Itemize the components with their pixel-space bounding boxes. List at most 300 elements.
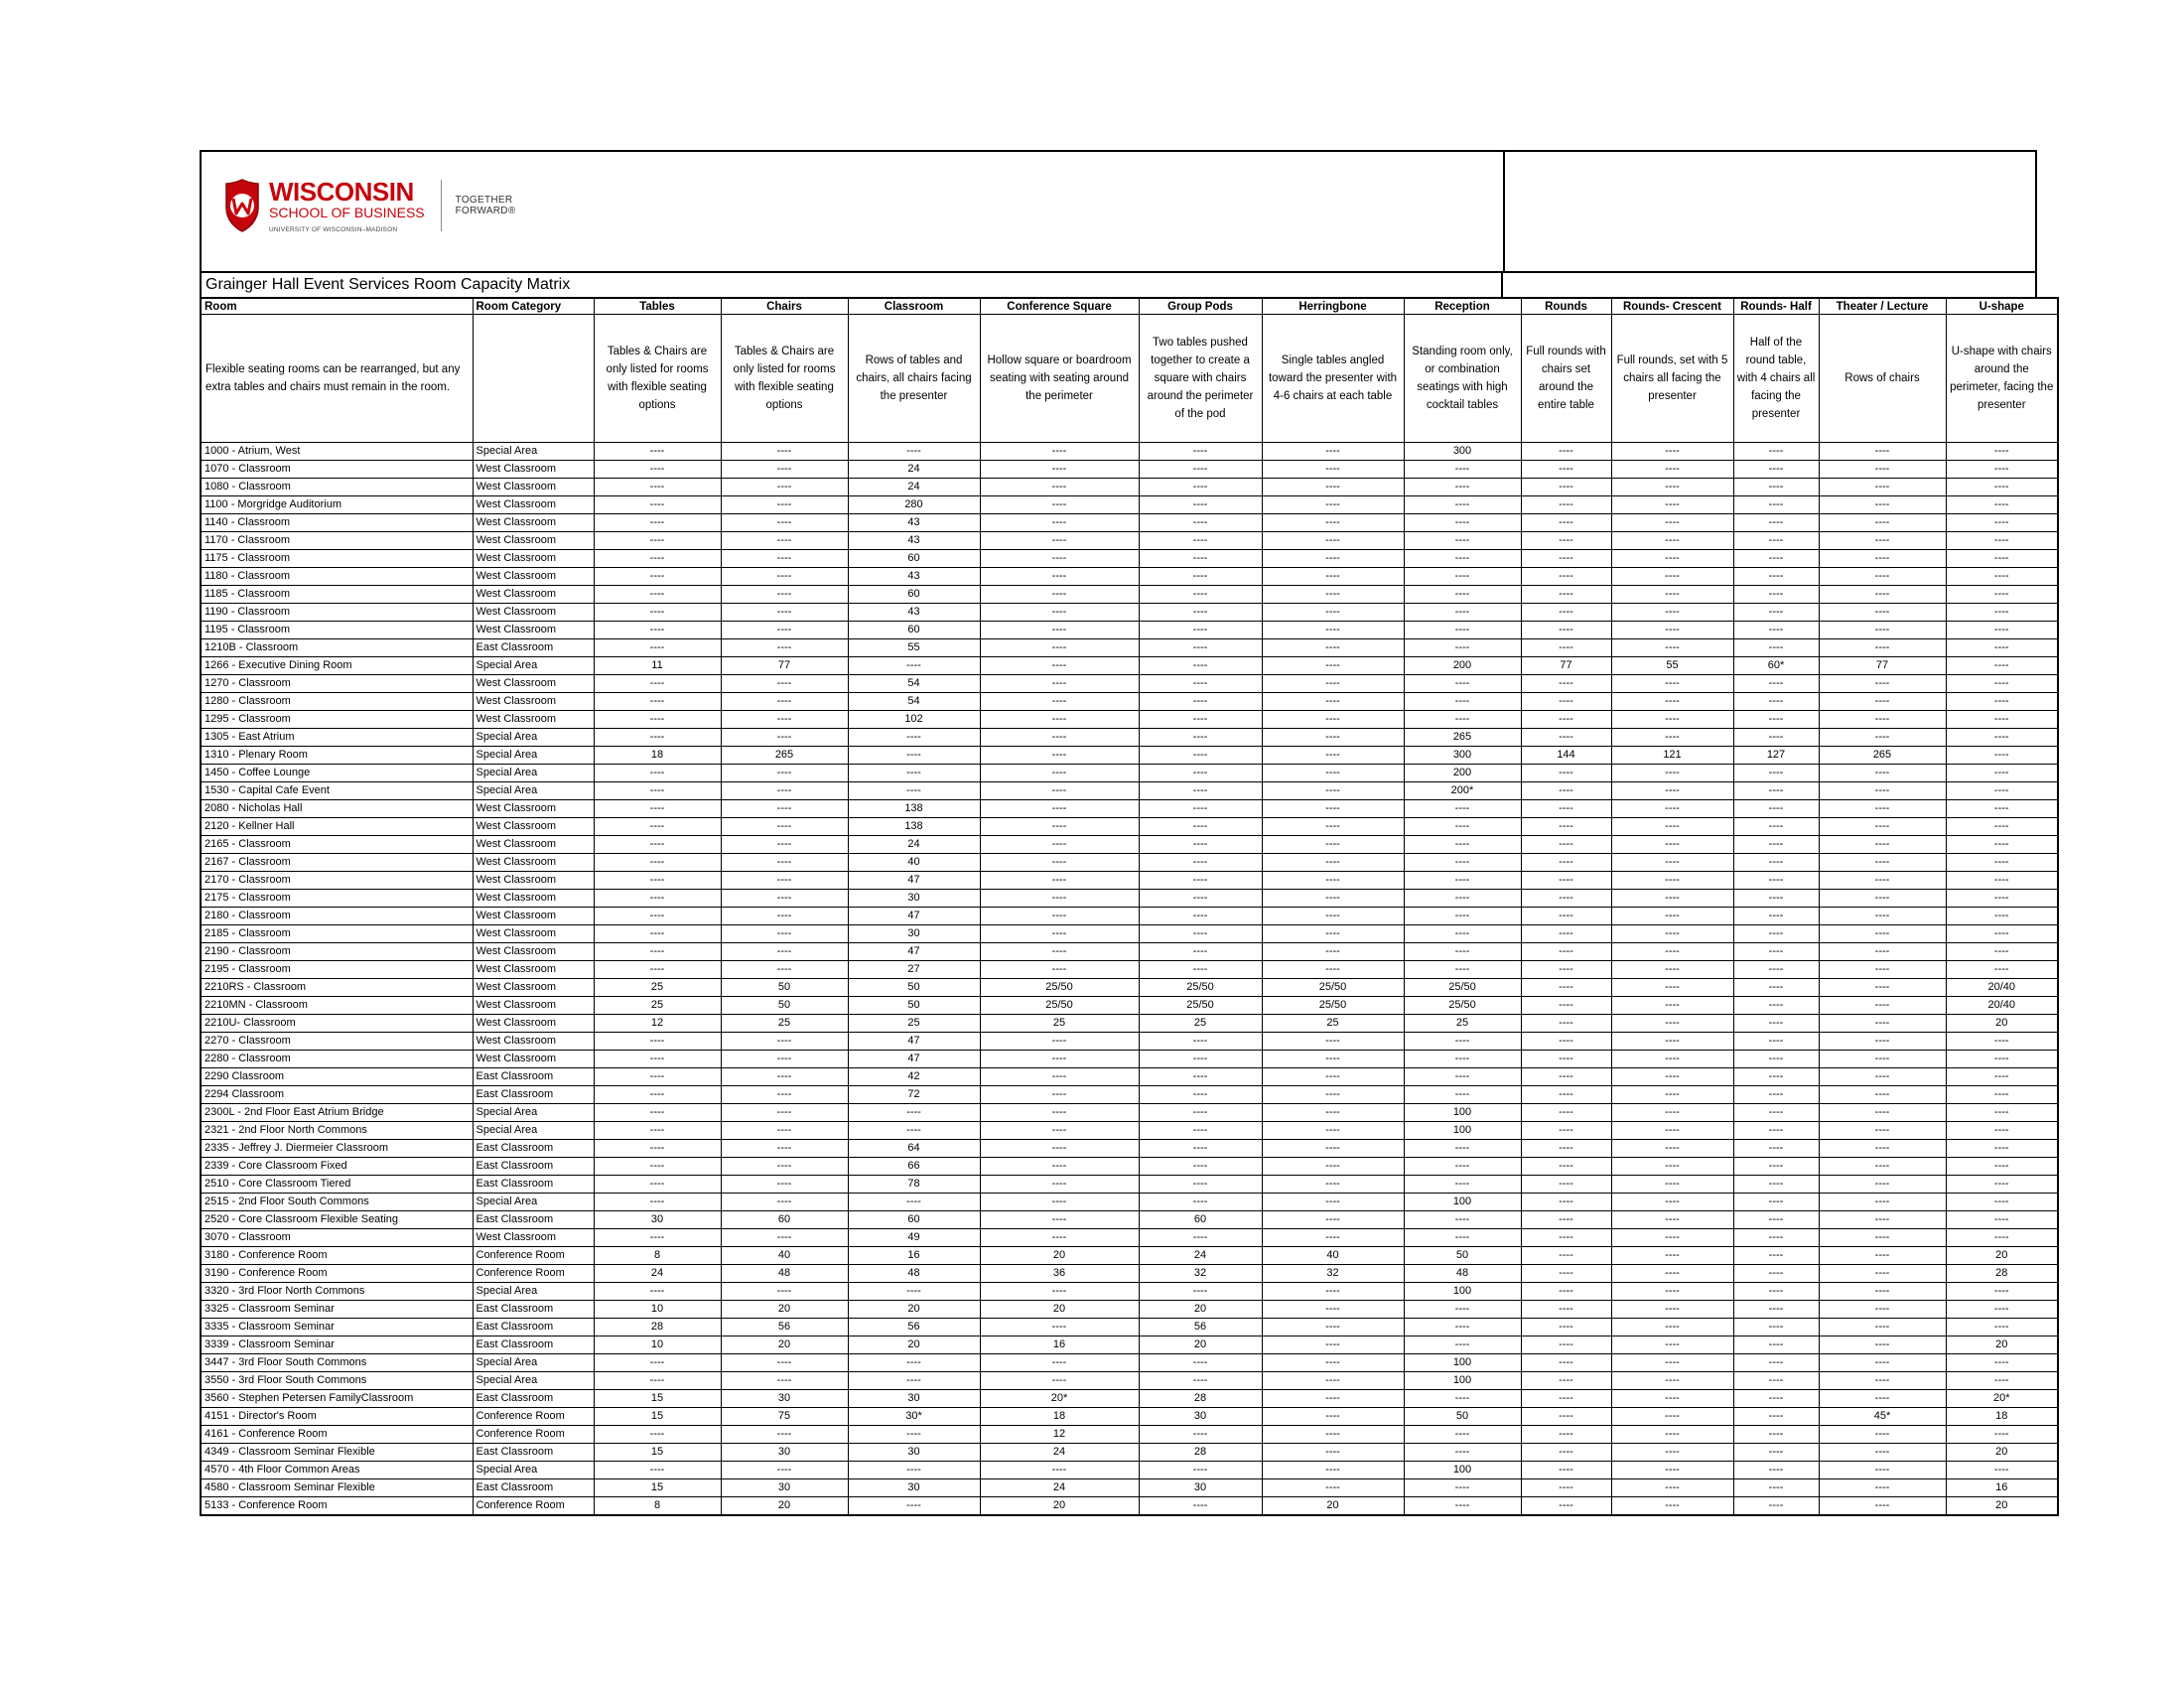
- capacity-cell: ----: [1611, 1301, 1733, 1319]
- capacity-cell: ----: [1139, 1372, 1262, 1390]
- capacity-cell: ----: [1262, 1408, 1404, 1426]
- capacity-cell: ----: [1819, 1015, 1946, 1033]
- capacity-cell: ----: [1139, 1068, 1262, 1086]
- capacity-cell: ----: [1946, 1122, 2058, 1140]
- room-cell: 1185 - Classroom: [201, 586, 473, 604]
- capacity-cell: ----: [1404, 1176, 1521, 1194]
- capacity-cell: 265: [721, 747, 848, 765]
- capacity-cell: ----: [1611, 1479, 1733, 1497]
- wisconsin-school-of-business-logo: [223, 178, 516, 233]
- capacity-cell: ----: [1611, 1336, 1733, 1354]
- capacity-cell: ----: [980, 711, 1139, 729]
- capacity-cell: 77: [1819, 657, 1946, 675]
- capacity-cell: ----: [980, 747, 1139, 765]
- capacity-cell: ----: [1819, 854, 1946, 872]
- capacity-cell: ----: [1733, 1122, 1819, 1140]
- capacity-cell: ----: [721, 818, 848, 836]
- capacity-cell: ----: [1139, 639, 1262, 657]
- capacity-cell: ----: [721, 568, 848, 586]
- capacity-cell: 24: [980, 1479, 1139, 1497]
- capacity-cell: ----: [1404, 925, 1521, 943]
- room-cell: 1266 - Executive Dining Room: [201, 657, 473, 675]
- capacity-cell: ----: [1733, 1426, 1819, 1444]
- room-cell: 2321 - 2nd Floor North Commons: [201, 1122, 473, 1140]
- capacity-cell: 102: [848, 711, 980, 729]
- table-row: [201, 1033, 2058, 1051]
- capacity-cell: ----: [1404, 854, 1521, 872]
- capacity-cell: ----: [1262, 1426, 1404, 1444]
- capacity-cell: ----: [1611, 836, 1733, 854]
- capacity-cell: 20: [721, 1336, 848, 1354]
- table-row: [201, 1211, 2058, 1229]
- capacity-cell: ----: [594, 693, 721, 711]
- capacity-cell: ----: [1262, 604, 1404, 622]
- capacity-cell: ----: [721, 1283, 848, 1301]
- capacity-cell: ----: [1946, 496, 2058, 514]
- category-cell: Special Area: [473, 1462, 594, 1479]
- table-row: [201, 1408, 2058, 1426]
- capacity-cell: ----: [1262, 836, 1404, 854]
- room-cell: 1080 - Classroom: [201, 479, 473, 496]
- room-cell: 2294 Classroom: [201, 1086, 473, 1104]
- capacity-cell: 200: [1404, 765, 1521, 782]
- capacity-cell: ----: [1139, 818, 1262, 836]
- capacity-cell: ----: [1946, 1301, 2058, 1319]
- capacity-cell: ----: [1139, 1051, 1262, 1068]
- capacity-cell: ----: [721, 461, 848, 479]
- capacity-cell: ----: [1819, 1301, 1946, 1319]
- capacity-cell: 20: [721, 1497, 848, 1516]
- capacity-cell: ----: [721, 1194, 848, 1211]
- room-cell: 2210MN - Classroom: [201, 997, 473, 1015]
- capacity-cell: 43: [848, 604, 980, 622]
- capacity-cell: ----: [1946, 1426, 2058, 1444]
- capacity-cell: 20*: [1946, 1390, 2058, 1408]
- capacity-cell: ----: [1611, 961, 1733, 979]
- capacity-matrix-sheet: [200, 150, 2054, 1516]
- capacity-cell: ----: [1404, 532, 1521, 550]
- capacity-cell: ----: [1404, 1068, 1521, 1086]
- capacity-cell: 20: [980, 1497, 1139, 1516]
- capacity-cell: ----: [594, 925, 721, 943]
- capacity-cell: ----: [1819, 1390, 1946, 1408]
- capacity-cell: ----: [1733, 854, 1819, 872]
- capacity-cell: 20: [1946, 1444, 2058, 1462]
- capacity-cell: ----: [1733, 765, 1819, 782]
- category-cell: West Classroom: [473, 908, 594, 925]
- capacity-cell: ----: [721, 836, 848, 854]
- capacity-cell: 77: [721, 657, 848, 675]
- capacity-cell: ----: [1611, 1497, 1733, 1516]
- capacity-cell: ----: [1946, 1140, 2058, 1158]
- logo-divider: [441, 180, 442, 231]
- capacity-cell: ----: [1404, 836, 1521, 854]
- capacity-cell: 25: [594, 997, 721, 1015]
- capacity-cell: ----: [594, 496, 721, 514]
- capacity-cell: ----: [1819, 1354, 1946, 1372]
- category-cell: Special Area: [473, 657, 594, 675]
- capacity-cell: ----: [1262, 800, 1404, 818]
- capacity-cell: 20: [1946, 1015, 2058, 1033]
- capacity-cell: ----: [1733, 1211, 1819, 1229]
- title-cell: [202, 273, 1503, 297]
- layout-description: Tables & Chairs are only listed for rooms with flexible seating options: [721, 315, 848, 443]
- capacity-cell: ----: [1611, 1247, 1733, 1265]
- category-cell: West Classroom: [473, 711, 594, 729]
- table-row: [201, 1283, 2058, 1301]
- capacity-cell: ----: [1521, 1336, 1611, 1354]
- capacity-cell: 20: [980, 1247, 1139, 1265]
- capacity-cell: ----: [1404, 479, 1521, 496]
- crest-icon: [223, 178, 261, 233]
- capacity-cell: ----: [1262, 1336, 1404, 1354]
- category-cell: Special Area: [473, 1104, 594, 1122]
- category-cell: Conference Room: [473, 1265, 594, 1283]
- header-box: [200, 150, 2037, 273]
- capacity-cell: ----: [1611, 890, 1733, 908]
- capacity-cell: ----: [1946, 1211, 2058, 1229]
- capacity-cell: ----: [1139, 854, 1262, 872]
- room-cell: 2335 - Jeffrey J. Diermeier Classroom: [201, 1140, 473, 1158]
- capacity-cell: ----: [1262, 1068, 1404, 1086]
- capacity-cell: 20*: [980, 1390, 1139, 1408]
- capacity-cell: ----: [1139, 1158, 1262, 1176]
- table-row: [201, 961, 2058, 979]
- capacity-cell: 25/50: [980, 997, 1139, 1015]
- capacity-cell: ----: [1819, 1104, 1946, 1122]
- room-cell: 1000 - Atrium, West: [201, 443, 473, 461]
- capacity-cell: ----: [1139, 747, 1262, 765]
- capacity-cell: ----: [1611, 639, 1733, 657]
- capacity-cell: ----: [980, 1462, 1139, 1479]
- capacity-cell: ----: [980, 890, 1139, 908]
- room-cell: 2170 - Classroom: [201, 872, 473, 890]
- table-row: [201, 943, 2058, 961]
- capacity-cell: 25/50: [1404, 979, 1521, 997]
- capacity-cell: ----: [721, 1068, 848, 1086]
- capacity-cell: 8: [594, 1497, 721, 1516]
- capacity-cell: ----: [1404, 622, 1521, 639]
- layout-description: Two tables pushed together to create a square with chairs around the perimeter of the pod: [1139, 315, 1262, 443]
- logo-cell: [202, 152, 1505, 271]
- capacity-cell: ----: [1139, 1354, 1262, 1372]
- capacity-cell: ----: [1262, 514, 1404, 532]
- capacity-cell: 50: [848, 997, 980, 1015]
- capacity-cell: ----: [1521, 979, 1611, 997]
- capacity-cell: ----: [1139, 1122, 1262, 1140]
- capacity-cell: ----: [1521, 854, 1611, 872]
- capacity-cell: 16: [848, 1247, 980, 1265]
- capacity-cell: 200: [1404, 657, 1521, 675]
- capacity-cell: ----: [721, 693, 848, 711]
- capacity-cell: ----: [1139, 461, 1262, 479]
- capacity-cell: ----: [1733, 514, 1819, 532]
- capacity-cell: 30: [721, 1479, 848, 1497]
- capacity-cell: ----: [594, 568, 721, 586]
- capacity-cell: ----: [1262, 479, 1404, 496]
- capacity-cell: ----: [1521, 1211, 1611, 1229]
- capacity-cell: 20: [980, 1301, 1139, 1319]
- category-cell: West Classroom: [473, 568, 594, 586]
- capacity-cell: 10: [594, 1301, 721, 1319]
- table-row: [201, 1176, 2058, 1194]
- capacity-cell: ----: [980, 782, 1139, 800]
- capacity-cell: ----: [1404, 1390, 1521, 1408]
- room-cell: 1270 - Classroom: [201, 675, 473, 693]
- capacity-cell: ----: [1404, 1479, 1521, 1497]
- capacity-cell: ----: [1819, 818, 1946, 836]
- table-row: [201, 1497, 2058, 1516]
- room-cell: 3335 - Classroom Seminar: [201, 1319, 473, 1336]
- capacity-cell: 20: [721, 1301, 848, 1319]
- capacity-cell: 30: [848, 925, 980, 943]
- capacity-cell: ----: [1946, 818, 2058, 836]
- column-header: Room Category: [473, 298, 594, 315]
- capacity-cell: ----: [1521, 1051, 1611, 1068]
- capacity-cell: ----: [1404, 1033, 1521, 1051]
- capacity-cell: ----: [980, 1194, 1139, 1211]
- capacity-cell: 18: [594, 747, 721, 765]
- capacity-cell: ----: [1139, 514, 1262, 532]
- capacity-cell: 30: [848, 1444, 980, 1462]
- table-row: [201, 604, 2058, 622]
- capacity-cell: 20: [848, 1336, 980, 1354]
- capacity-cell: ----: [1733, 550, 1819, 568]
- column-header: Room: [201, 298, 473, 315]
- capacity-cell: ----: [1946, 908, 2058, 925]
- capacity-cell: ----: [1611, 1229, 1733, 1247]
- capacity-cell: ----: [1819, 1283, 1946, 1301]
- capacity-cell: ----: [1521, 782, 1611, 800]
- capacity-cell: 100: [1404, 1194, 1521, 1211]
- capacity-cell: 47: [848, 943, 980, 961]
- category-cell: West Classroom: [473, 1015, 594, 1033]
- capacity-cell: 60: [848, 1211, 980, 1229]
- capacity-cell: 25: [1404, 1015, 1521, 1033]
- capacity-cell: ----: [1521, 568, 1611, 586]
- capacity-cell: ----: [1404, 514, 1521, 532]
- capacity-cell: 50: [848, 979, 980, 997]
- capacity-cell: 72: [848, 1086, 980, 1104]
- capacity-cell: ----: [1733, 604, 1819, 622]
- description-row: [201, 315, 2058, 443]
- capacity-cell: ----: [1733, 800, 1819, 818]
- capacity-cell: ----: [1404, 1426, 1521, 1444]
- category-cell: West Classroom: [473, 872, 594, 890]
- capacity-cell: 28: [1139, 1390, 1262, 1408]
- capacity-cell: ----: [1819, 1479, 1946, 1497]
- capacity-cell: ----: [1521, 1104, 1611, 1122]
- category-cell: East Classroom: [473, 1479, 594, 1497]
- capacity-cell: ----: [1946, 1176, 2058, 1194]
- capacity-cell: ----: [1819, 800, 1946, 818]
- room-cell: 1280 - Classroom: [201, 693, 473, 711]
- capacity-cell: ----: [721, 943, 848, 961]
- capacity-cell: 48: [1404, 1265, 1521, 1283]
- capacity-cell: 265: [1819, 747, 1946, 765]
- capacity-cell: ----: [1733, 1497, 1819, 1516]
- category-cell: Special Area: [473, 729, 594, 747]
- capacity-cell: ----: [1521, 765, 1611, 782]
- capacity-cell: ----: [1262, 818, 1404, 836]
- room-cell: 1305 - East Atrium: [201, 729, 473, 747]
- capacity-cell: 56: [721, 1319, 848, 1336]
- table-row: [201, 997, 2058, 1015]
- capacity-cell: ----: [1946, 675, 2058, 693]
- capacity-cell: 11: [594, 657, 721, 675]
- capacity-cell: ----: [1521, 1194, 1611, 1211]
- capacity-cell: ----: [1139, 479, 1262, 496]
- capacity-cell: ----: [980, 1319, 1139, 1336]
- capacity-cell: ----: [1819, 1140, 1946, 1158]
- table-row: [201, 765, 2058, 782]
- capacity-cell: ----: [980, 568, 1139, 586]
- capacity-cell: ----: [1404, 568, 1521, 586]
- capacity-cell: ----: [721, 532, 848, 550]
- capacity-cell: 280: [848, 496, 980, 514]
- capacity-cell: ----: [594, 622, 721, 639]
- room-cell: 2120 - Kellner Hall: [201, 818, 473, 836]
- capacity-cell: ----: [1611, 693, 1733, 711]
- capacity-cell: ----: [594, 800, 721, 818]
- capacity-cell: ----: [1521, 925, 1611, 943]
- capacity-cell: ----: [721, 1122, 848, 1140]
- capacity-cell: 20: [1946, 1247, 2058, 1265]
- category-cell: West Classroom: [473, 461, 594, 479]
- table-row: [201, 1426, 2058, 1444]
- capacity-cell: ----: [1733, 1104, 1819, 1122]
- table-row: [201, 1390, 2058, 1408]
- capacity-cell: 25/50: [1139, 979, 1262, 997]
- capacity-cell: ----: [1819, 496, 1946, 514]
- capacity-cell: ----: [1404, 639, 1521, 657]
- capacity-cell: ----: [1611, 818, 1733, 836]
- capacity-cell: ----: [980, 1140, 1139, 1158]
- capacity-cell: 60: [848, 622, 980, 639]
- capacity-cell: ----: [1139, 1426, 1262, 1444]
- room-cell: 2280 - Classroom: [201, 1051, 473, 1068]
- room-cell: 1100 - Morgridge Auditorium: [201, 496, 473, 514]
- category-cell: West Classroom: [473, 586, 594, 604]
- capacity-cell: ----: [1262, 586, 1404, 604]
- capacity-cell: ----: [1611, 800, 1733, 818]
- capacity-cell: ----: [721, 872, 848, 890]
- capacity-cell: ----: [1139, 800, 1262, 818]
- capacity-cell: ----: [1946, 622, 2058, 639]
- room-cell: 4161 - Conference Room: [201, 1426, 473, 1444]
- column-header: Reception: [1404, 298, 1521, 315]
- category-cell: East Classroom: [473, 1068, 594, 1086]
- table-row: [201, 747, 2058, 765]
- table-row: [201, 1444, 2058, 1462]
- capacity-cell: 28: [1139, 1444, 1262, 1462]
- capacity-cell: ----: [1521, 1247, 1611, 1265]
- capacity-cell: ----: [1611, 979, 1733, 997]
- capacity-cell: ----: [721, 908, 848, 925]
- capacity-cell: ----: [1611, 1283, 1733, 1301]
- capacity-cell: ----: [1262, 461, 1404, 479]
- capacity-cell: ----: [1404, 1158, 1521, 1176]
- capacity-cell: 50: [1404, 1408, 1521, 1426]
- capacity-cell: ----: [1733, 1265, 1819, 1283]
- capacity-cell: ----: [980, 961, 1139, 979]
- capacity-cell: ----: [594, 1354, 721, 1372]
- capacity-cell: ----: [980, 1122, 1139, 1140]
- capacity-cell: 30: [848, 1390, 980, 1408]
- capacity-cell: ----: [1139, 1140, 1262, 1158]
- capacity-cell: 56: [848, 1319, 980, 1336]
- category-cell: West Classroom: [473, 943, 594, 961]
- category-cell: Conference Room: [473, 1247, 594, 1265]
- column-header: Rounds- Crescent: [1611, 298, 1733, 315]
- capacity-cell: ----: [1946, 604, 2058, 622]
- room-cell: 2290 Classroom: [201, 1068, 473, 1086]
- column-header: Classroom: [848, 298, 980, 315]
- capacity-cell: ----: [1611, 943, 1733, 961]
- capacity-cell: ----: [1733, 836, 1819, 854]
- capacity-cell: 27: [848, 961, 980, 979]
- capacity-cell: ----: [721, 711, 848, 729]
- capacity-cell: 28: [1946, 1265, 2058, 1283]
- room-cell: 2510 - Core Classroom Tiered: [201, 1176, 473, 1194]
- capacity-cell: ----: [1733, 1336, 1819, 1354]
- capacity-cell: ----: [1262, 443, 1404, 461]
- capacity-cell: ----: [1139, 765, 1262, 782]
- capacity-cell: ----: [1611, 1265, 1733, 1283]
- category-cell: West Classroom: [473, 1051, 594, 1068]
- capacity-cell: ----: [1262, 622, 1404, 639]
- capacity-cell: ----: [980, 675, 1139, 693]
- capacity-cell: 30: [848, 1479, 980, 1497]
- capacity-cell: ----: [980, 1051, 1139, 1068]
- capacity-cell: ----: [1733, 1319, 1819, 1336]
- wordmark-wisconsin: WISCONSIN: [269, 176, 414, 207]
- capacity-cell: ----: [594, 675, 721, 693]
- capacity-cell: ----: [1521, 1354, 1611, 1372]
- capacity-cell: ----: [980, 1211, 1139, 1229]
- category-cell: East Classroom: [473, 1301, 594, 1319]
- capacity-cell: 60: [848, 550, 980, 568]
- category-cell: West Classroom: [473, 532, 594, 550]
- capacity-cell: ----: [980, 943, 1139, 961]
- capacity-cell: ----: [1611, 443, 1733, 461]
- capacity-cell: ----: [1733, 693, 1819, 711]
- capacity-cell: ----: [721, 1104, 848, 1122]
- capacity-cell: 30: [721, 1444, 848, 1462]
- flexible-seating-note: Flexible seating rooms can be rearranged, but any extra tables and chairs must remain in the room.: [201, 315, 473, 443]
- category-cell: West Classroom: [473, 1033, 594, 1051]
- capacity-cell: ----: [1404, 1444, 1521, 1462]
- capacity-cell: ----: [1262, 1319, 1404, 1336]
- capacity-cell: ----: [1521, 1462, 1611, 1479]
- capacity-cell: ----: [1946, 1194, 2058, 1211]
- capacity-cell: ----: [848, 747, 980, 765]
- capacity-cell: ----: [1733, 675, 1819, 693]
- capacity-cell: 24: [848, 479, 980, 496]
- capacity-cell: ----: [1262, 1301, 1404, 1319]
- capacity-cell: ----: [1404, 1497, 1521, 1516]
- capacity-cell: 100: [1404, 1283, 1521, 1301]
- category-cell: West Classroom: [473, 1229, 594, 1247]
- layout-description: Single tables angled toward the presenter with 4-6 chairs at each table: [1262, 315, 1404, 443]
- capacity-cell: ----: [1521, 1444, 1611, 1462]
- capacity-cell: 24: [980, 1444, 1139, 1462]
- capacity-cell: ----: [980, 622, 1139, 639]
- capacity-cell: ----: [1262, 908, 1404, 925]
- capacity-cell: ----: [1946, 800, 2058, 818]
- capacity-cell: ----: [980, 639, 1139, 657]
- room-cell: 3550 - 3rd Floor South Commons: [201, 1372, 473, 1390]
